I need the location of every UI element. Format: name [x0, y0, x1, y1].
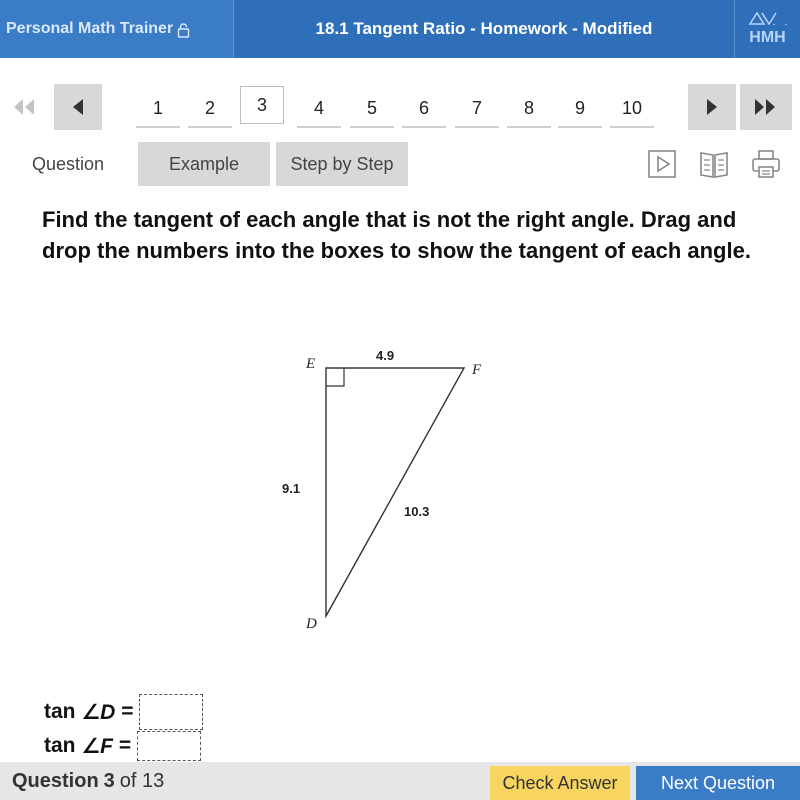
- right-triangle-diagram: [260, 340, 540, 640]
- double-arrow-left-icon: [9, 98, 39, 116]
- vertex-d-label: D: [306, 616, 317, 632]
- double-arrow-right-icon: [753, 98, 779, 116]
- tan-label: tan: [44, 700, 76, 723]
- question-label: Question: [12, 769, 99, 792]
- last-page-button[interactable]: [740, 84, 792, 130]
- angle-f-label: ∠F: [81, 734, 113, 758]
- lock-icon: [177, 23, 190, 36]
- book-icon: [698, 148, 730, 180]
- page-5[interactable]: 5: [350, 92, 394, 128]
- tan-d-drop-box[interactable]: [139, 694, 203, 730]
- tan-f-drop-box[interactable]: [137, 731, 201, 761]
- page-3-current[interactable]: 3: [240, 86, 284, 124]
- triangle-def: [326, 368, 464, 616]
- vertex-f-label: F: [472, 362, 482, 378]
- triangle-figure: [260, 340, 540, 640]
- question-prompt: Find the tangent of each angle that is not the right angle. Drag and drop the numbers into the boxes to show the tangent of each angle.: [42, 207, 751, 263]
- tab-step-by-step[interactable]: Step by Step: [276, 142, 408, 186]
- page-2[interactable]: 2: [188, 92, 232, 128]
- footer-bar: [0, 762, 800, 800]
- help-tabs: [0, 142, 800, 188]
- brand-title: Personal Math Trainer: [6, 20, 174, 37]
- assignment-title: 18.1 Tangent Ratio - Homework - Modified: [315, 19, 653, 38]
- video-button[interactable]: [646, 148, 678, 180]
- question-pager: [0, 84, 800, 132]
- first-page-button[interactable]: [0, 84, 48, 130]
- page-4[interactable]: 4: [297, 92, 341, 128]
- tab-question[interactable]: Question: [31, 153, 105, 174]
- hmh-mark-icon: [748, 11, 788, 29]
- equals-sign: =: [118, 734, 132, 757]
- print-icon: [750, 148, 782, 180]
- question-number: 3: [103, 769, 115, 792]
- hmh-text: HMH: [749, 29, 786, 46]
- question-total: of 13: [119, 769, 165, 792]
- angle-d-label: ∠D: [81, 700, 116, 724]
- side-ed-label: 9.1: [282, 481, 301, 496]
- right-angle-marker: [326, 368, 344, 386]
- hmh-logo: [734, 0, 800, 58]
- check-answer-button[interactable]: Check Answer: [490, 766, 630, 800]
- textbook-button[interactable]: [698, 148, 730, 180]
- side-ef-label: 4.9: [376, 348, 395, 363]
- app-header: [0, 0, 800, 58]
- print-button[interactable]: [750, 148, 782, 180]
- answer-row-tan-f: [44, 731, 201, 761]
- arrow-right-icon: [705, 98, 719, 116]
- vertex-e-label: E: [306, 356, 316, 372]
- previous-page-button[interactable]: [54, 84, 102, 130]
- page-9[interactable]: 9: [558, 92, 602, 128]
- brand[interactable]: [0, 0, 234, 58]
- page-8[interactable]: 8: [507, 92, 551, 128]
- next-question-button[interactable]: Next Question: [636, 766, 800, 800]
- tan-label: tan: [44, 734, 76, 757]
- page-10[interactable]: 10: [610, 92, 654, 128]
- question-counter: [12, 762, 164, 800]
- video-icon: [646, 148, 678, 180]
- answer-row-tan-d: [44, 694, 203, 730]
- side-df-label: 10.3: [404, 504, 430, 519]
- page-7[interactable]: 7: [455, 92, 499, 128]
- equals-sign: =: [121, 700, 134, 723]
- next-page-button[interactable]: [688, 84, 736, 130]
- page-6[interactable]: 6: [402, 92, 446, 128]
- page-1[interactable]: 1: [136, 92, 180, 128]
- arrow-left-icon: [71, 98, 85, 116]
- tab-example[interactable]: Example: [138, 142, 270, 186]
